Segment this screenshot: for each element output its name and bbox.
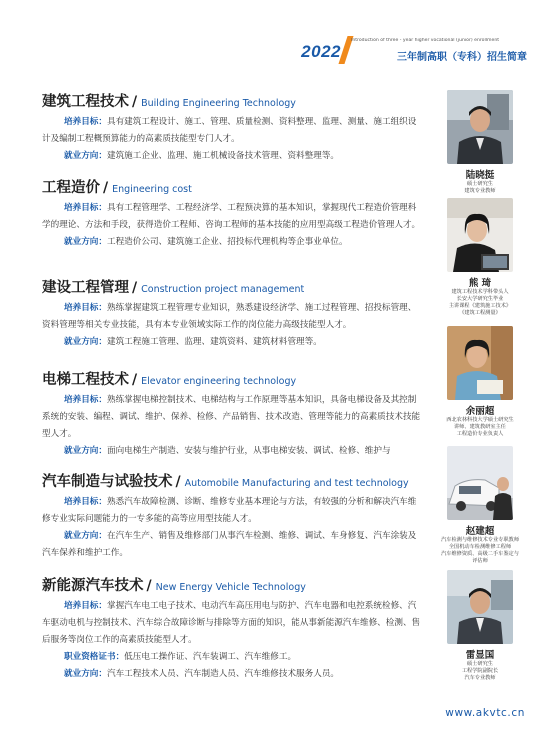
major-title-en: Building Engineering Technology [141, 98, 296, 109]
goal-text: 熟悉汽车故障检测、诊断、维修专业基本理论与方法，有较强的分析和解决汽车维修专业实际问题能力的一专多能的高等应用型技能人才。 [42, 497, 417, 524]
teacher-desc: 建筑工程技术学科带头人 长安大学研究生毕业 主讲课程《建筑施工技术》 《建筑工程测量》 [448, 289, 512, 316]
teacher-card [441, 198, 519, 317]
major-goal [42, 598, 422, 649]
major-title-en: Construction project management [141, 284, 305, 295]
teacher-desc: 硕士研究生 建筑专业教师 [464, 181, 496, 194]
title-slash: / [146, 578, 152, 594]
teacher-card [441, 446, 519, 565]
teacher-card [441, 90, 519, 195]
teacher-name: 陆晓挺 [465, 170, 495, 181]
career-text: 工程造价公司、建筑施工企业、招投标代理机构等企事业单位。 [106, 237, 348, 247]
major-new-energy-vehicle [42, 574, 422, 683]
major-engineering-cost [42, 176, 422, 251]
major-title [42, 368, 422, 389]
teacher-card [441, 570, 519, 682]
major-cert [42, 649, 422, 666]
goal-text: 掌握汽车电工电子技术、电动汽车高压用电与防护、汽车电器和电控系统检修、汽车驱动电机与控制技术、汽车综合故障诊断与排除等方面的知识，能从事新能源汽车维修、检测、售后服务等岗位工作的高素质技能型人才。 [42, 601, 421, 645]
title-slash: / [132, 372, 138, 388]
major-building-engineering [42, 90, 422, 165]
major-goal [42, 494, 422, 528]
title-slash: / [103, 180, 109, 196]
teacher-photo [447, 90, 513, 164]
major-title-cn: 电梯工程技术 [42, 372, 129, 388]
goal-text: 具有建筑工程设计、施工、管理、质量检测、资料整理、监理、测量、施工组织设计及编制工程概预算能力的高素质技能型专门人才。 [42, 117, 417, 144]
goal-label: 培养目标： [64, 601, 107, 611]
header [267, 38, 527, 68]
goal-label: 培养目标： [64, 497, 107, 507]
header-year: 2022 [301, 42, 341, 61]
major-title-cn: 工程造价 [42, 180, 100, 196]
career-label: 就业方向： [64, 237, 107, 247]
career-text: 建筑工程施工管理、监理、建筑资料、建筑材料管理等。 [106, 337, 322, 347]
teacher-photo [447, 326, 513, 400]
career-text: 建筑施工企业、监理、施工机械设备技术管理、资料整理等。 [106, 151, 340, 161]
career-text: 在汽车生产、销售及维修部门从事汽车检测、维修、调试、车身修复、汽车涂装及汽车保养和维护工作。 [42, 531, 417, 558]
goal-label: 培养目标： [64, 303, 107, 313]
teacher-photo [447, 446, 513, 520]
goal-text: 具有工程管理学、工程经济学、工程预决算的基本知识，掌握现代工程造价管理科学的理论、方法和手段，获得造价工程师、咨询工程师的基本技能的应用型高级工程造价管理人才。 [42, 203, 421, 230]
major-title [42, 574, 422, 595]
major-title-cn: 建设工程管理 [42, 280, 129, 296]
major-career [42, 234, 422, 251]
header-subtitle-cn: 三年制高职（专科）招生简章 [397, 52, 527, 63]
major-construction-management [42, 276, 422, 351]
teacher-desc: 汽车检测与维修技术专业专职教师 全国机动车检测维修工程师 汽车维修资质、高级二手车鉴定与评估师 [441, 537, 519, 564]
major-title [42, 176, 422, 197]
footer-website-link[interactable]: www.akvtc.cn [445, 707, 525, 719]
major-title [42, 276, 422, 297]
major-career [42, 666, 422, 683]
major-title-en: New Energy Vehicle Technology [155, 582, 306, 593]
major-title [42, 90, 422, 111]
title-slash: / [132, 280, 138, 296]
major-career [42, 443, 422, 460]
goal-label: 培养目标： [64, 203, 107, 213]
major-goal [42, 114, 422, 148]
title-slash: / [175, 474, 181, 490]
career-label: 就业方向： [64, 669, 107, 679]
major-title-cn: 汽车制造与试验技术 [42, 474, 173, 490]
goal-label: 培养目标： [64, 395, 107, 405]
title-slash: / [132, 94, 138, 110]
career-text: 汽车工程技术人员、汽车制造人员、汽车维修技术服务人员。 [106, 669, 340, 679]
career-label: 就业方向： [64, 531, 107, 541]
goal-text: 熟练掌握建筑工程管理专业知识，熟悉建设经济学、施工过程管理、招投标管理、资料管理等相关专业技能，具有本专业领域实际工作的岗位能力高级技能型人才。 [42, 303, 417, 330]
major-goal [42, 300, 422, 334]
major-goal [42, 200, 422, 234]
goal-text: 熟练掌握电梯控制技术、电梯结构与工作原理等基本知识，具备电梯设备及其控制系统的安装、编程、调试、维护、保养、检修、产品销售、技术改造、管理等能力的高素质技术技能型人才。 [42, 395, 421, 439]
career-text: 面向电梯生产制造、安装与维护行业，从事电梯安装、调试、检修、维护与 [106, 446, 391, 456]
header-subtitle-en: Introduction of three - year higher vocational (junior) enrollment [351, 38, 500, 43]
goal-label: 培养目标： [64, 117, 107, 127]
teacher-photo [447, 198, 513, 272]
teacher-photo [447, 570, 513, 644]
career-label: 就业方向： [64, 151, 107, 161]
major-title-cn: 新能源汽车技术 [42, 578, 144, 594]
major-career [42, 528, 422, 562]
cert-label: 职业资格证书： [64, 652, 125, 662]
cert-text: 低压电工操作证、汽车装调工、汽车维修工。 [124, 652, 297, 662]
major-career [42, 148, 422, 165]
major-title [42, 470, 422, 491]
teacher-desc: 西北农林科技大学硕士研究生 讲师、建筑教研室主任 工程造价专业负责人 [446, 417, 514, 437]
career-label: 就业方向： [64, 446, 107, 456]
major-career [42, 334, 422, 351]
teacher-desc: 硕士研究生 工程学院副院长 汽车专业教师 [461, 661, 499, 681]
major-elevator-engineering [42, 368, 422, 460]
major-title-en: Engineering cost [112, 184, 192, 195]
major-title-en: Elevator engineering technology [141, 376, 297, 387]
major-title-cn: 建筑工程技术 [42, 94, 129, 110]
teacher-card [441, 326, 519, 438]
teacher-name: 熊 琦 [468, 278, 492, 289]
career-label: 就业方向： [64, 337, 107, 347]
teacher-name: 雷显国 [465, 650, 495, 661]
major-goal [42, 392, 422, 443]
major-title-en: Automobile Manufacturing and test technology [184, 478, 409, 489]
teacher-name: 余丽超 [465, 406, 495, 417]
major-automobile-manufacturing [42, 470, 422, 562]
teacher-name: 赵建超 [465, 526, 495, 537]
